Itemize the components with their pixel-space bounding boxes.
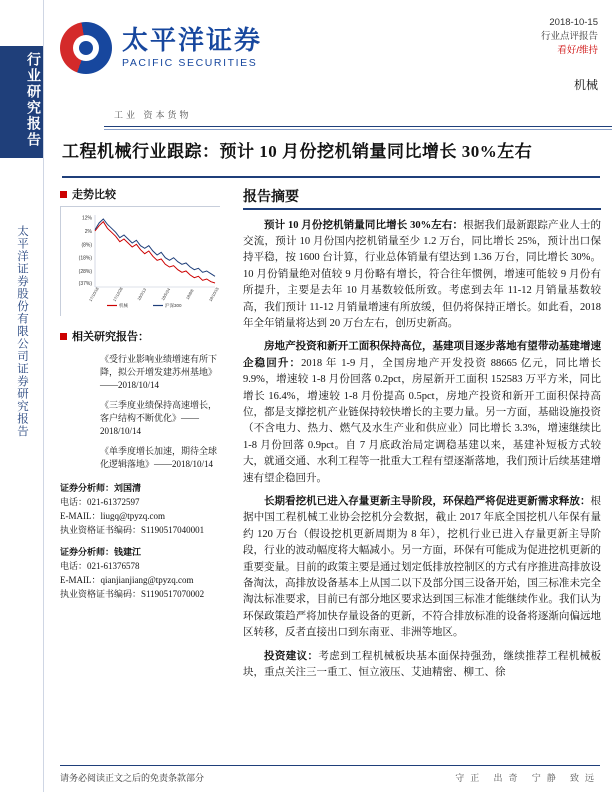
- company-logo: [60, 22, 262, 74]
- rating-badge: 看好/维持: [557, 45, 598, 56]
- related-reports-heading: [60, 328, 220, 344]
- footer-divider: [60, 765, 600, 766]
- analyst-2-name: 证券分析师：钱建江: [60, 547, 142, 557]
- bullet-square-icon-2: [60, 333, 67, 340]
- analyst-1-email[interactable]: E-MAIL：liugq@tpyzq.com: [60, 511, 166, 521]
- analyst-2-email[interactable]: E-MAIL：qianjianjiang@tpyzq.com: [60, 575, 194, 585]
- chart-x-tick: 17/12/26: [111, 286, 124, 303]
- related-reports-title: 相关研究报告：: [72, 331, 149, 343]
- analyst-block: [60, 481, 220, 601]
- right-column: [243, 186, 601, 688]
- chart-section-heading: [60, 186, 220, 202]
- chart-x-tick: 18/8/6: [184, 288, 195, 301]
- bullet-square-icon: [60, 191, 67, 198]
- report-type: 行业点评报告: [540, 31, 598, 42]
- chart-x-tick: 18/5/24: [160, 287, 172, 302]
- paragraph-lead: 房地产投资和新开工面积保持高位，基建项目逐步落地有望带动基建增速企稳回升：: [243, 341, 601, 369]
- band-divider: [43, 0, 44, 792]
- related-reports-list: [60, 353, 220, 471]
- chart-x-tick: 18/3/13: [136, 287, 148, 302]
- header-meta: [541, 16, 598, 58]
- logo-chinese-name: 太平洋证券: [122, 26, 263, 55]
- header-divider: [104, 126, 612, 127]
- left-vertical-band: [0, 0, 44, 792]
- summary-paragraph: 投资建议：考虑到工程机械板块基本面保持强劲，继续推荐工程机械板块，重点关注三一重工、恒立液压、艾迪精密、柳工、徐: [243, 650, 602, 679]
- analyst-2-tel: 电话：021-61376578: [60, 561, 140, 571]
- paragraph-lead: 长期看挖机已进入存量更新主导阶段，环保趋严将促进更新需求释放：: [264, 496, 591, 507]
- chart-legend-label: 机械: [119, 303, 128, 308]
- chart-y-tick: 2%: [84, 229, 92, 235]
- chart-x-tick: 18/10/15: [207, 286, 220, 303]
- paragraph-lead: 投资建议：: [264, 650, 319, 662]
- header-divider-thin: [104, 129, 612, 130]
- band-blue-label: [0, 46, 44, 158]
- analyst-1-license: 执业资格证书编码：S1190517040001: [60, 525, 205, 535]
- chart-y-tick: (28%): [78, 269, 92, 275]
- band-vertical-company-text: 太平洋证券股份有限公司证券研究报告: [16, 225, 28, 438]
- summary-divider: [243, 208, 601, 210]
- page-footer: [60, 771, 600, 784]
- chart-y-tick: (18%): [78, 255, 92, 262]
- footer-disclaimer: 请务必阅读正文之后的免责条款部分: [60, 773, 205, 783]
- analyst-2: [60, 545, 220, 601]
- related-report-item[interactable]: 《单季度增长加速，期待全球化逻辑落地》——2018/10/14: [100, 446, 218, 469]
- chart-section-title: 走势比较: [72, 189, 116, 201]
- summary-paragraph: 房地产投资和新开工面积保持高位，基建项目逐步落地有望带动基建增速企稳回升：2018 年 1-9 月，全国房地产开发投资 88665 亿元，同比增长 9.9%，增速较 1-8 月份回落 0.2pct，房屋新开工面积 152583 万平方米，同比增长 16.4%，增速较 1-8 月份提高 0.5pct，房地产投资和新开工面积保持高位，都是支撑挖机产业链保持较快增长的主要力量。另一方面，基础设施投资（不含电力、热力、燃气及水生产业和供应业）同比增长 3.3%，增速继续比 1-8 月份回落 0.9pct。自 7 月底政治局定调稳基建以来，基建补短板方式较大，就通交通、水利工程等一批重大工程有望逐渐落地，我们预计后续基建增速有望企稳回升。: [243, 341, 602, 484]
- summary-paragraph: 预计 10 月份挖机销量同比增长 30%左右：根据我们最新跟踪产业人士的交流，预计 10 月份国内挖机销量至少 1.2 万台，同比增长 25%，预计出口保持平稳，按 1600 台计算，行业总体销量有望达到 1.36 万台，同比增长 30%。10 月份销量绝对值较 9 月份略有增长，符合往年惯例，增速可能较 9 月份有所提升，主要是去年 10 月基数较低所致。考虑到去年 11-12 月销量基数较高，我们预计 11-12 月销量增速有所放缓，但仍将保持正增长。如此看，2018 年全年销量将达到 20 万台左右，创历史新高。: [243, 219, 602, 329]
- analyst-1-name: 证券分析师：刘国清: [60, 483, 142, 493]
- chart-x-tick: 17/10/16: [87, 286, 100, 303]
- summary-paragraph: 长期看挖机已进入存量更新主导阶段，环保趋严将促进更新需求释放：根据中国工程机械工业协会挖机分会数据，截止 2017 年底全国挖机八年保有量约 120 万台（假设挖机更新周期为 8 年），挖机行业已进入存量更新主导阶段，行业的波动幅度将大幅减小。另一方面，环保有可能成为促进挖机更新的重要变量。目前的政策主要是通过划定低排放控制区的方式有序推进高排放设备淘汰，高排放设备基本上从国二以下及部分国三设备开始，国三标准未完全淘汰标准要求，目前已有部分地区要求达到国三标准才能继续作业。我们认为环保政策趋严将加快存量设备的更新，不符合排放标准的设备将逐渐向偏远地区转移，反者直接出口到东南亚、非洲等地区。: [243, 496, 601, 639]
- chart-legend-label: 沪深300: [165, 303, 182, 308]
- analyst-2-license: 执业资格证书编码：S1190517070002: [60, 589, 205, 599]
- report-date: 2018-10-15: [549, 17, 598, 28]
- page-title: 工程机械行业跟踪：预计 10 月份挖机销量同比增长 30%左右: [62, 142, 533, 161]
- logo-text: [122, 27, 262, 69]
- logo-english-name: PACIFIC SECURITIES: [122, 57, 258, 69]
- related-report-item[interactable]: 《三季度业绩保持高速增长，客户结构不断优化》——2018/10/14: [100, 400, 218, 436]
- summary-heading: 报告摘要: [243, 190, 299, 205]
- analyst-1: [60, 481, 220, 537]
- industry-tags: 工业 资本货物: [114, 110, 192, 120]
- summary-paragraphs: [243, 218, 601, 682]
- analyst-1-tel: 电话：021-61372597: [60, 497, 140, 507]
- related-report-item[interactable]: 《受行业影响业绩增速有所下降，拟公开增发建苏州基地》——2018/10/14: [100, 354, 218, 390]
- chart-y-tick: (8%): [81, 242, 92, 249]
- page-header: [44, 0, 612, 120]
- band-blue-text: 行业研究报告: [26, 52, 42, 148]
- title-divider: [62, 176, 600, 178]
- pacific-logo-icon: [60, 22, 112, 74]
- left-column: [60, 186, 220, 609]
- paragraph-lead: 预计 10 月份挖机销量同比增长 30%左右：: [264, 219, 464, 231]
- chart-svg: [61, 207, 221, 317]
- chart-y-tick: (37%): [78, 281, 92, 287]
- sector-label: 机械: [573, 78, 598, 92]
- chart-y-tick: 12%: [81, 215, 92, 222]
- trend-comparison-chart: [60, 206, 220, 316]
- footer-motto: 守正 出奇 宁静 致远: [455, 773, 600, 783]
